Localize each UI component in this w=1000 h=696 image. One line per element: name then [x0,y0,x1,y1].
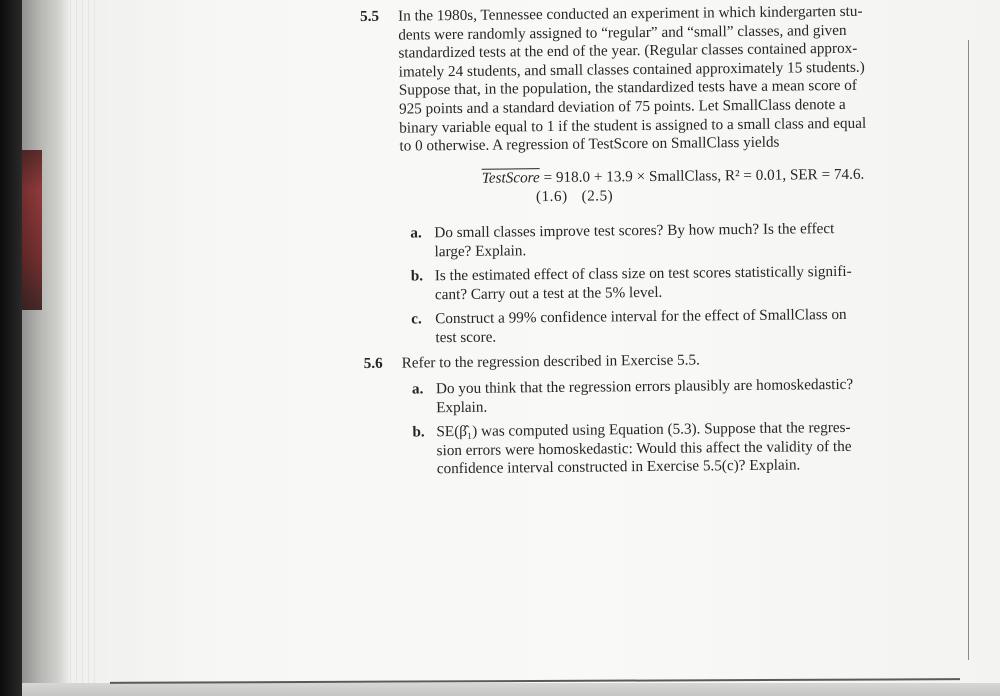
text-block [360,2,965,486]
part-line: confidence interval constructed in Exercise 5.5(c)? Explain. [436,456,801,478]
part-a [410,219,962,262]
book-spine-shadow [0,0,22,696]
part-a [412,375,964,418]
part-b [412,418,965,480]
se-slope: (2.5) [581,187,614,206]
equation-lhs: TestScore [481,168,540,187]
part-line: sion errors were homoskedastic: Would this affect the validity of the [436,437,852,460]
intro-line: imately 24 students, and small classes contained approximately 15 students.) [398,58,865,81]
part-label: b. [412,423,425,441]
part-line: Do small classes improve test scores? By how much? Is the effect [434,219,835,242]
part-line: Do you think that the regression errors plausibly are homoskedastic? [435,375,854,398]
part-line: large? Explain. [434,241,527,260]
intro-line: 925 points and a standard deviation of 75 points. Let SmallClass denote a [398,95,846,118]
part-text [435,262,963,305]
part-c [411,305,963,348]
part-text [435,305,963,348]
intro-line: standardized tests at the end of the year. (Regular classes contained approx- [398,39,858,62]
part-label: b. [410,267,424,285]
intro-line: Suppose that, in the population, the standardized tests have a mean score of [398,77,857,99]
part-line: Explain. [436,398,488,416]
intro-line: Refer to the regression described in Exercise 5.5. [401,350,700,372]
part-line: cant? Carry out a test at the 5% level. [434,283,663,303]
exercise-parts [410,219,963,348]
exercise-parts [412,375,965,480]
book-gutter [22,0,70,696]
standard-errors [536,184,962,207]
part-line: SE(β̂₁) was computed using Equation (5.3). Suppose that the regres- [436,419,851,441]
bottom-shadow [22,683,1000,696]
part-line: test score. [435,328,497,347]
part-label: c. [411,310,422,328]
exercise-number: 5.6 [363,354,383,372]
exercise-5-5 [360,2,964,349]
exercise-5-6 [364,348,965,480]
se-intercept: (1.6) [535,188,568,206]
right-margin-line [968,40,969,660]
part-line: Is the estimated effect of class size on test scores statistically signifi- [434,262,852,285]
page-edges [70,0,100,696]
exercise-body [402,348,965,479]
part-line: Construct a 99% confidence interval for the effect of SmallClass on [435,306,847,328]
equation-rhs: = 918.0 + 13.9 × SmallClass, R² = 0.01, SER = 74.6. [539,165,865,186]
part-label: a. [410,224,422,242]
part-text [434,219,962,262]
exercise-number: 5.5 [360,7,380,25]
part-text [436,375,964,418]
intro-line: In the 1980s, Tennessee conducted an experiment in which kindergarten stu- [397,2,863,25]
part-label: a. [411,380,424,398]
part-b [411,262,963,305]
part-text [436,418,965,479]
intro-line: to 0 otherwise. A regression of TestScore on SmallClass yields [399,133,780,155]
intro-line: binary variable equal to 1 if the student is assigned to a small class and equal [399,114,867,137]
exercise-body [398,2,964,348]
intro-line: dents were randomly assigned to “regular” and “small” classes, and given [398,21,847,44]
